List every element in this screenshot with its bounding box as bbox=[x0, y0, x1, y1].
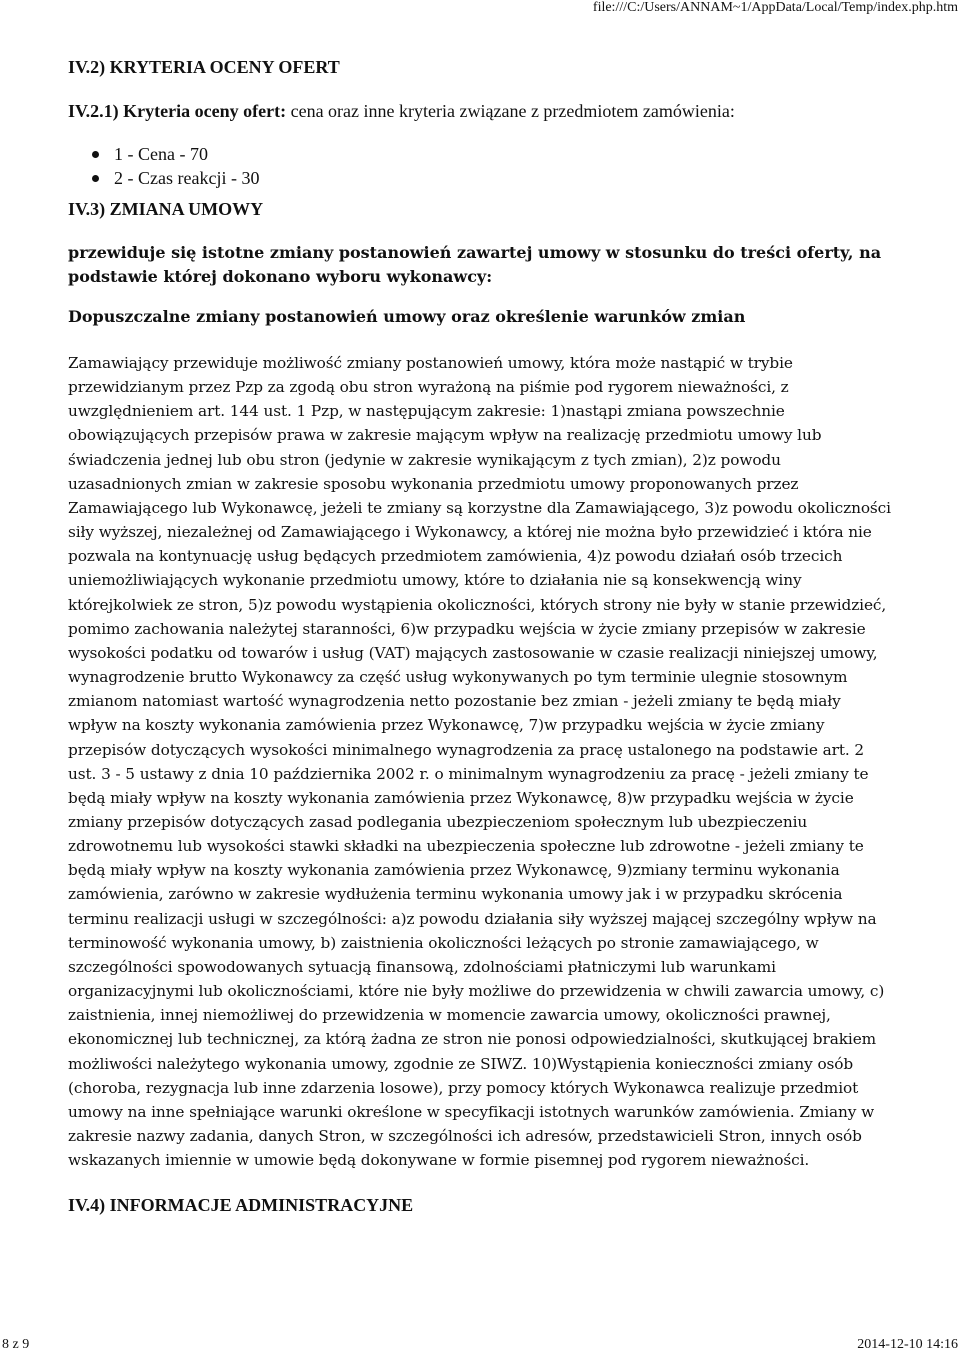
bullet-icon bbox=[92, 175, 99, 182]
print-header-url: file:///C:/Users/ANNAM~1/AppData/Local/Temp/index.php.htm bbox=[592, 0, 958, 15]
criteria-line-label: IV.2.1) Kryteria oceny ofert: bbox=[68, 101, 287, 121]
bullet-icon bbox=[92, 151, 99, 158]
amendment-intro: przewiduje się istotne zmiany postanowień zawartej umowy w stosunku do treści oferty, na podstawie której dokonano wyboru wykonawcy: bbox=[68, 243, 882, 286]
criteria-list bbox=[68, 142, 894, 190]
amendment-body-text: Zamawiający przewiduje możliwość zmiany postanowień umowy, która może nastąpić w trybie przewidzianym przez Pzp za zgodą obu stron wyrażoną na piśmie pod rygorem nieważności, z uwzględnieniem art. 144 ust. 1 Pzp, w następującym zakresie: 1)nastąpi zmiana powszechnie obowiązujących przepisów prawa w zakresie mającym wpływ na realizację przedmiotu umowy lub świadczenia jednej lub obu stron (jedynie w zakresie wynikającym z tych zmian), 2)z powodu uzasadnionych zmian w zakresie sposobu wykonania przedmiotu umowy proponowanych przez Zamawiającego lub Wykonawcę, jeżeli te zmiany są korzystne dla Zamawiającego, 3)z powodu okoliczności siły wyższej, niezależnej od Zamawiającego i Wykonawcy, a której nie można było przewidzieć i która nie pozwala na kontynuację usług będących przedmiotem zamówienia, 4)z powodu działań osób trzecich uniemożliwiających wykonanie przedmiotu umowy, które to działania nie są konsekwencją winy którejkolwiek ze stron, 5)z powodu wystąpienia okoliczności, których strony nie były w stanie przewidzieć, pomimo zachowania należytej staranności, 6)w przypadku wejścia w życie zmiany przepisów w zakresie wysokości podatku od towarów i usług (VAT) mających zastosowanie w czasie realizacji niniejszej umowy, wynagrodzenie brutto Wykonawcy za część usług wykonywanych po tym terminie ulegnie stosownym zmianom natomiast wartość wynagrodzenia netto pozostanie bez zmian - jeżeli zmiany te będą miały wpływ na koszty wykonania zamówienia przez Wykonawcę, 7)w przypadku wejścia w życie zmiany przepisów dotyczących wysokości minimalnego wynagrodzenia za pracę ustalonego na podstawie art. 2 ust. 3 - 5 ustawy z dnia 10 października 2002 r. o minimalnym wynagrodzeniu za pracę - jeżeli zmiany te będą miały wpływ na koszty wykonania zamówienia przez Wykonawcę, 8)w przypadku wejścia w życie zmiany przepisów dotyczących zasad podlegania ubezpieczeniom społecznym lub ubezpieczeniu zdrowotnemu lub wysokości stawki składki na ubezpieczenia społeczne lub zdrowotne - jeżeli zmiany te będą miały wpływ na koszty wykonania zamówienia przez Wykonawcę, 9)zmiany terminu wykonania zamówienia, zarówno w zakresie wydłużenia terminu wykonania umowy jak i w przypadku skrócenia terminu realizacji usługi w szczególności: a)z powodu działania siły wyższej mającej szczególny wpływ na terminowość wykonania umowy, b) zaistnienia okoliczności leżących po stronie zamawiającego, w szczególności spowodowanych sytuacją finansową, zdolnościami płatniczymi lub warunkami organizacyjnymi lub okolicznościami, które nie były możliwe do przewidzenia w chwili zawarcia umowy, c) zaistnienia, innej niemożliwej do przewidzenia w momencie zawarcia umowy, okoliczności prawnej, ekonomicznej lub technicznej, za którą żadna ze stron nie ponosi odpowiedzialności, skutkującej brakiem możliwości należytego wykonania umowy, zgodnie ze SIWZ. 10)Wystąpienia konieczności zmiany osób (choroba, rezygnacja lub inne zdarzenia losowe), przy pomocy których Wykonawca realizuje przedmiot umowy na inne spełniające warunki określone w specyfikacji istotnych warunków zamówienia. Zmiany w zakresie nazwy zadania, danych Stron, w szczególności ich adresów, przedstawicieli Stron, innych osób wskazanych imiennie w umowie będą dokonywane w formie pisemnej pod rygorem nieważności. bbox=[68, 354, 891, 1170]
page-number: 8 z 9 bbox=[2, 1337, 30, 1352]
criteria-line-value: cena oraz inne kryteria związane z przedmiotem zamówienia: bbox=[286, 101, 735, 121]
amendment-section-title: IV.3) ZMIANA UMOWY bbox=[68, 199, 264, 219]
criteria-item: 1 - Cena - 70 bbox=[100, 142, 894, 166]
print-timestamp: 2014-12-10 14:16 bbox=[857, 1337, 958, 1352]
criteria-section-title: IV.2) KRYTERIA OCENY OFERT bbox=[68, 57, 340, 77]
amendment-subtitle: Dopuszczalne zmiany postanowień umowy oraz określenie warunków zmian bbox=[68, 307, 746, 326]
criteria-line bbox=[68, 100, 894, 122]
admin-section-title: IV.4) INFORMACJE ADMINISTRACYJNE bbox=[68, 1195, 414, 1216]
criteria-item: 2 - Czas reakcji - 30 bbox=[100, 166, 894, 190]
document-content bbox=[68, 56, 894, 1216]
